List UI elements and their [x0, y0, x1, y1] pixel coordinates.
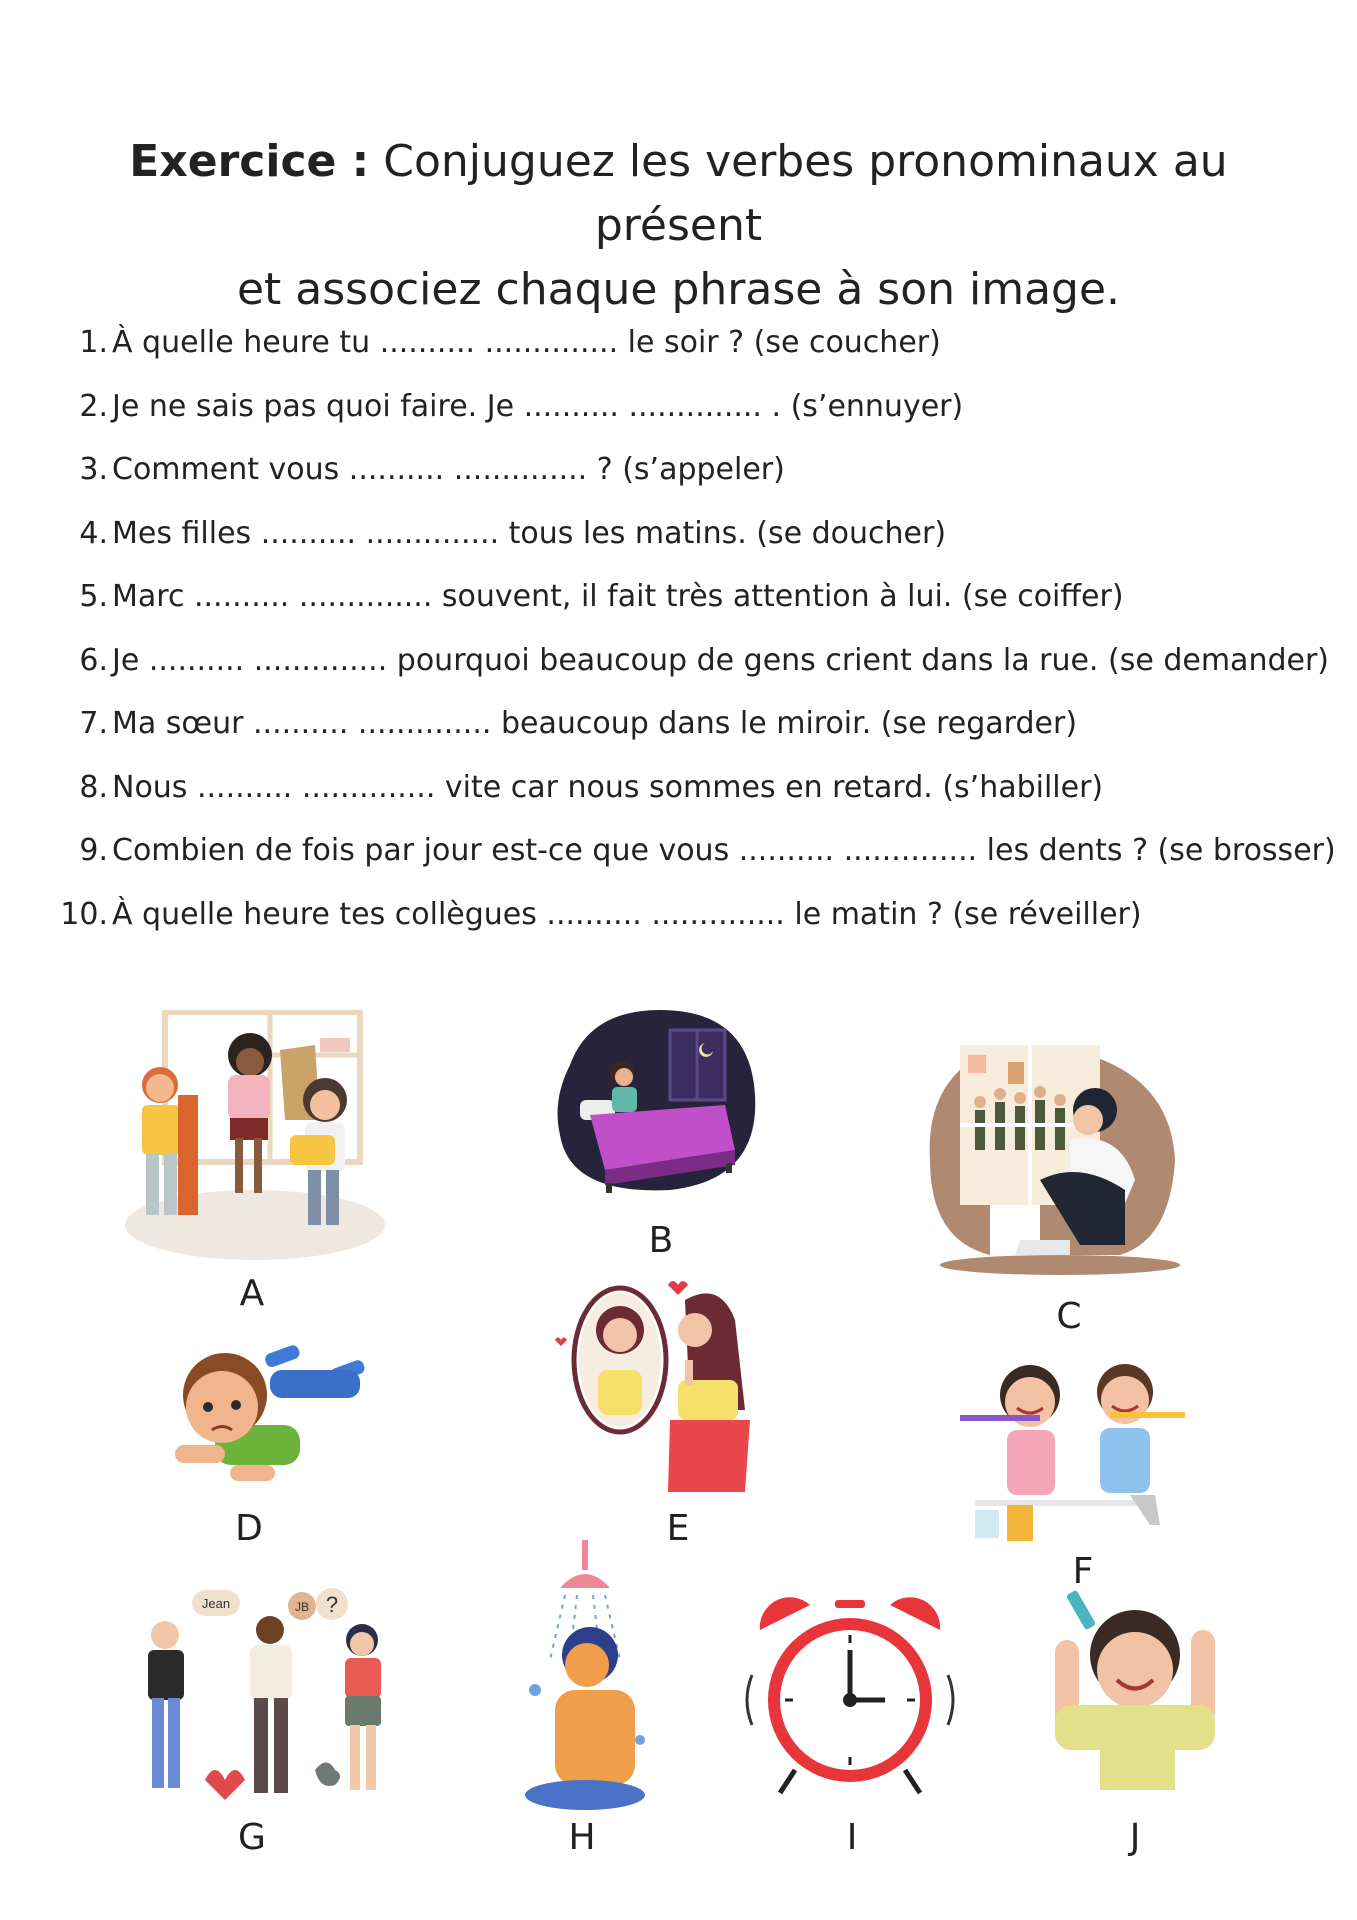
- sentence-number: 10.: [60, 896, 108, 932]
- sentence-text: Ma sœur .......... .............. beaucoup dans le miroir. (se regarder): [112, 706, 1078, 741]
- sentence-text: Je ne sais pas quoi faire. Je .......... .............. . (s’ennuyer): [112, 388, 964, 424]
- image-e-mirror: [550, 1270, 780, 1495]
- sentence-text: Marc .......... .............. souvent, il fait très attention à lui. (se coiffer): [112, 579, 1124, 614]
- image-g-introductions: [120, 1580, 410, 1810]
- label-e: E: [666, 1508, 690, 1549]
- bubble-jean: Jean: [201, 1596, 231, 1611]
- sentence-number: 3.: [79, 452, 108, 487]
- label-c: C: [1056, 1296, 1082, 1337]
- image-f-brushing-teeth: [955, 1350, 1190, 1545]
- sentence-item: [56, 387, 1316, 451]
- sentence-number: 7.: [79, 706, 108, 741]
- sentence-number: 4.: [79, 515, 108, 551]
- sentence-item: [56, 514, 1316, 578]
- image-c-window-street: [920, 1040, 1180, 1290]
- sentence-number: 6.: [79, 642, 108, 678]
- label-h: H: [568, 1817, 596, 1858]
- sentence-text: Je .......... .............. pourquoi beaucoup de gens crient dans la rue. (se demander): [112, 642, 1329, 678]
- label-i: I: [846, 1817, 858, 1858]
- sentence-item: [56, 831, 1336, 895]
- image-h-shower: [515, 1540, 655, 1810]
- label-g: G: [238, 1817, 266, 1858]
- sentence-item: [56, 704, 1316, 768]
- sentence-item: [56, 895, 1316, 959]
- sentence-text: À quelle heure tes collègues .......... .............. le matin ? (se réveiller): [112, 896, 1142, 932]
- image-d-bored-boy: [160, 1335, 390, 1500]
- sentence-text: À quelle heure tu .......... .............. le soir ? (se coucher): [112, 325, 941, 360]
- sentence-number: 1.: [79, 325, 108, 360]
- bubble-jb: JB: [294, 1600, 310, 1614]
- sentence-text: Combien de fois par jour est-ce que vous .......... .............. les dents ? (se brosser): [112, 833, 1336, 868]
- image-j-combing-hair: [1045, 1585, 1225, 1795]
- image-b-bed-night: [550, 1005, 760, 1205]
- label-j: J: [1129, 1817, 1141, 1858]
- sentence-item: [56, 641, 1329, 705]
- sentence-item: [56, 577, 1316, 641]
- title-line1: Conjuguez les verbes pronominaux au présent: [383, 136, 1228, 251]
- sentence-item: [56, 768, 1316, 832]
- title-bold: Exercice :: [129, 136, 370, 187]
- image-a-getting-dressed: [120, 1010, 390, 1260]
- label-b: B: [648, 1220, 674, 1261]
- sentence-number: 9.: [79, 833, 108, 868]
- sentence-number: 2.: [79, 388, 108, 424]
- sentence-text: Mes filles .......... .............. tous les matins. (se doucher): [112, 515, 947, 551]
- bubble-question: ?: [325, 1592, 339, 1617]
- title-line2: et associez chaque phrase à son image.: [236, 264, 1121, 315]
- sentence-text: Comment vous .......... .............. ? (s’appeler): [112, 452, 785, 487]
- sentence-number: 8.: [79, 769, 108, 805]
- sentence-item: [56, 323, 1316, 387]
- label-f: F: [1072, 1551, 1094, 1592]
- exercise-title: [40, 130, 1317, 322]
- label-d: D: [235, 1508, 263, 1549]
- sentence-item: [56, 450, 1316, 514]
- sentence-number: 5.: [79, 579, 108, 614]
- label-a: A: [239, 1273, 265, 1314]
- sentence-text: Nous .......... .............. vite car nous sommes en retard. (s’habiller): [112, 769, 1104, 805]
- sentence-list: [56, 323, 1336, 958]
- image-i-alarm-clock: [740, 1595, 960, 1795]
